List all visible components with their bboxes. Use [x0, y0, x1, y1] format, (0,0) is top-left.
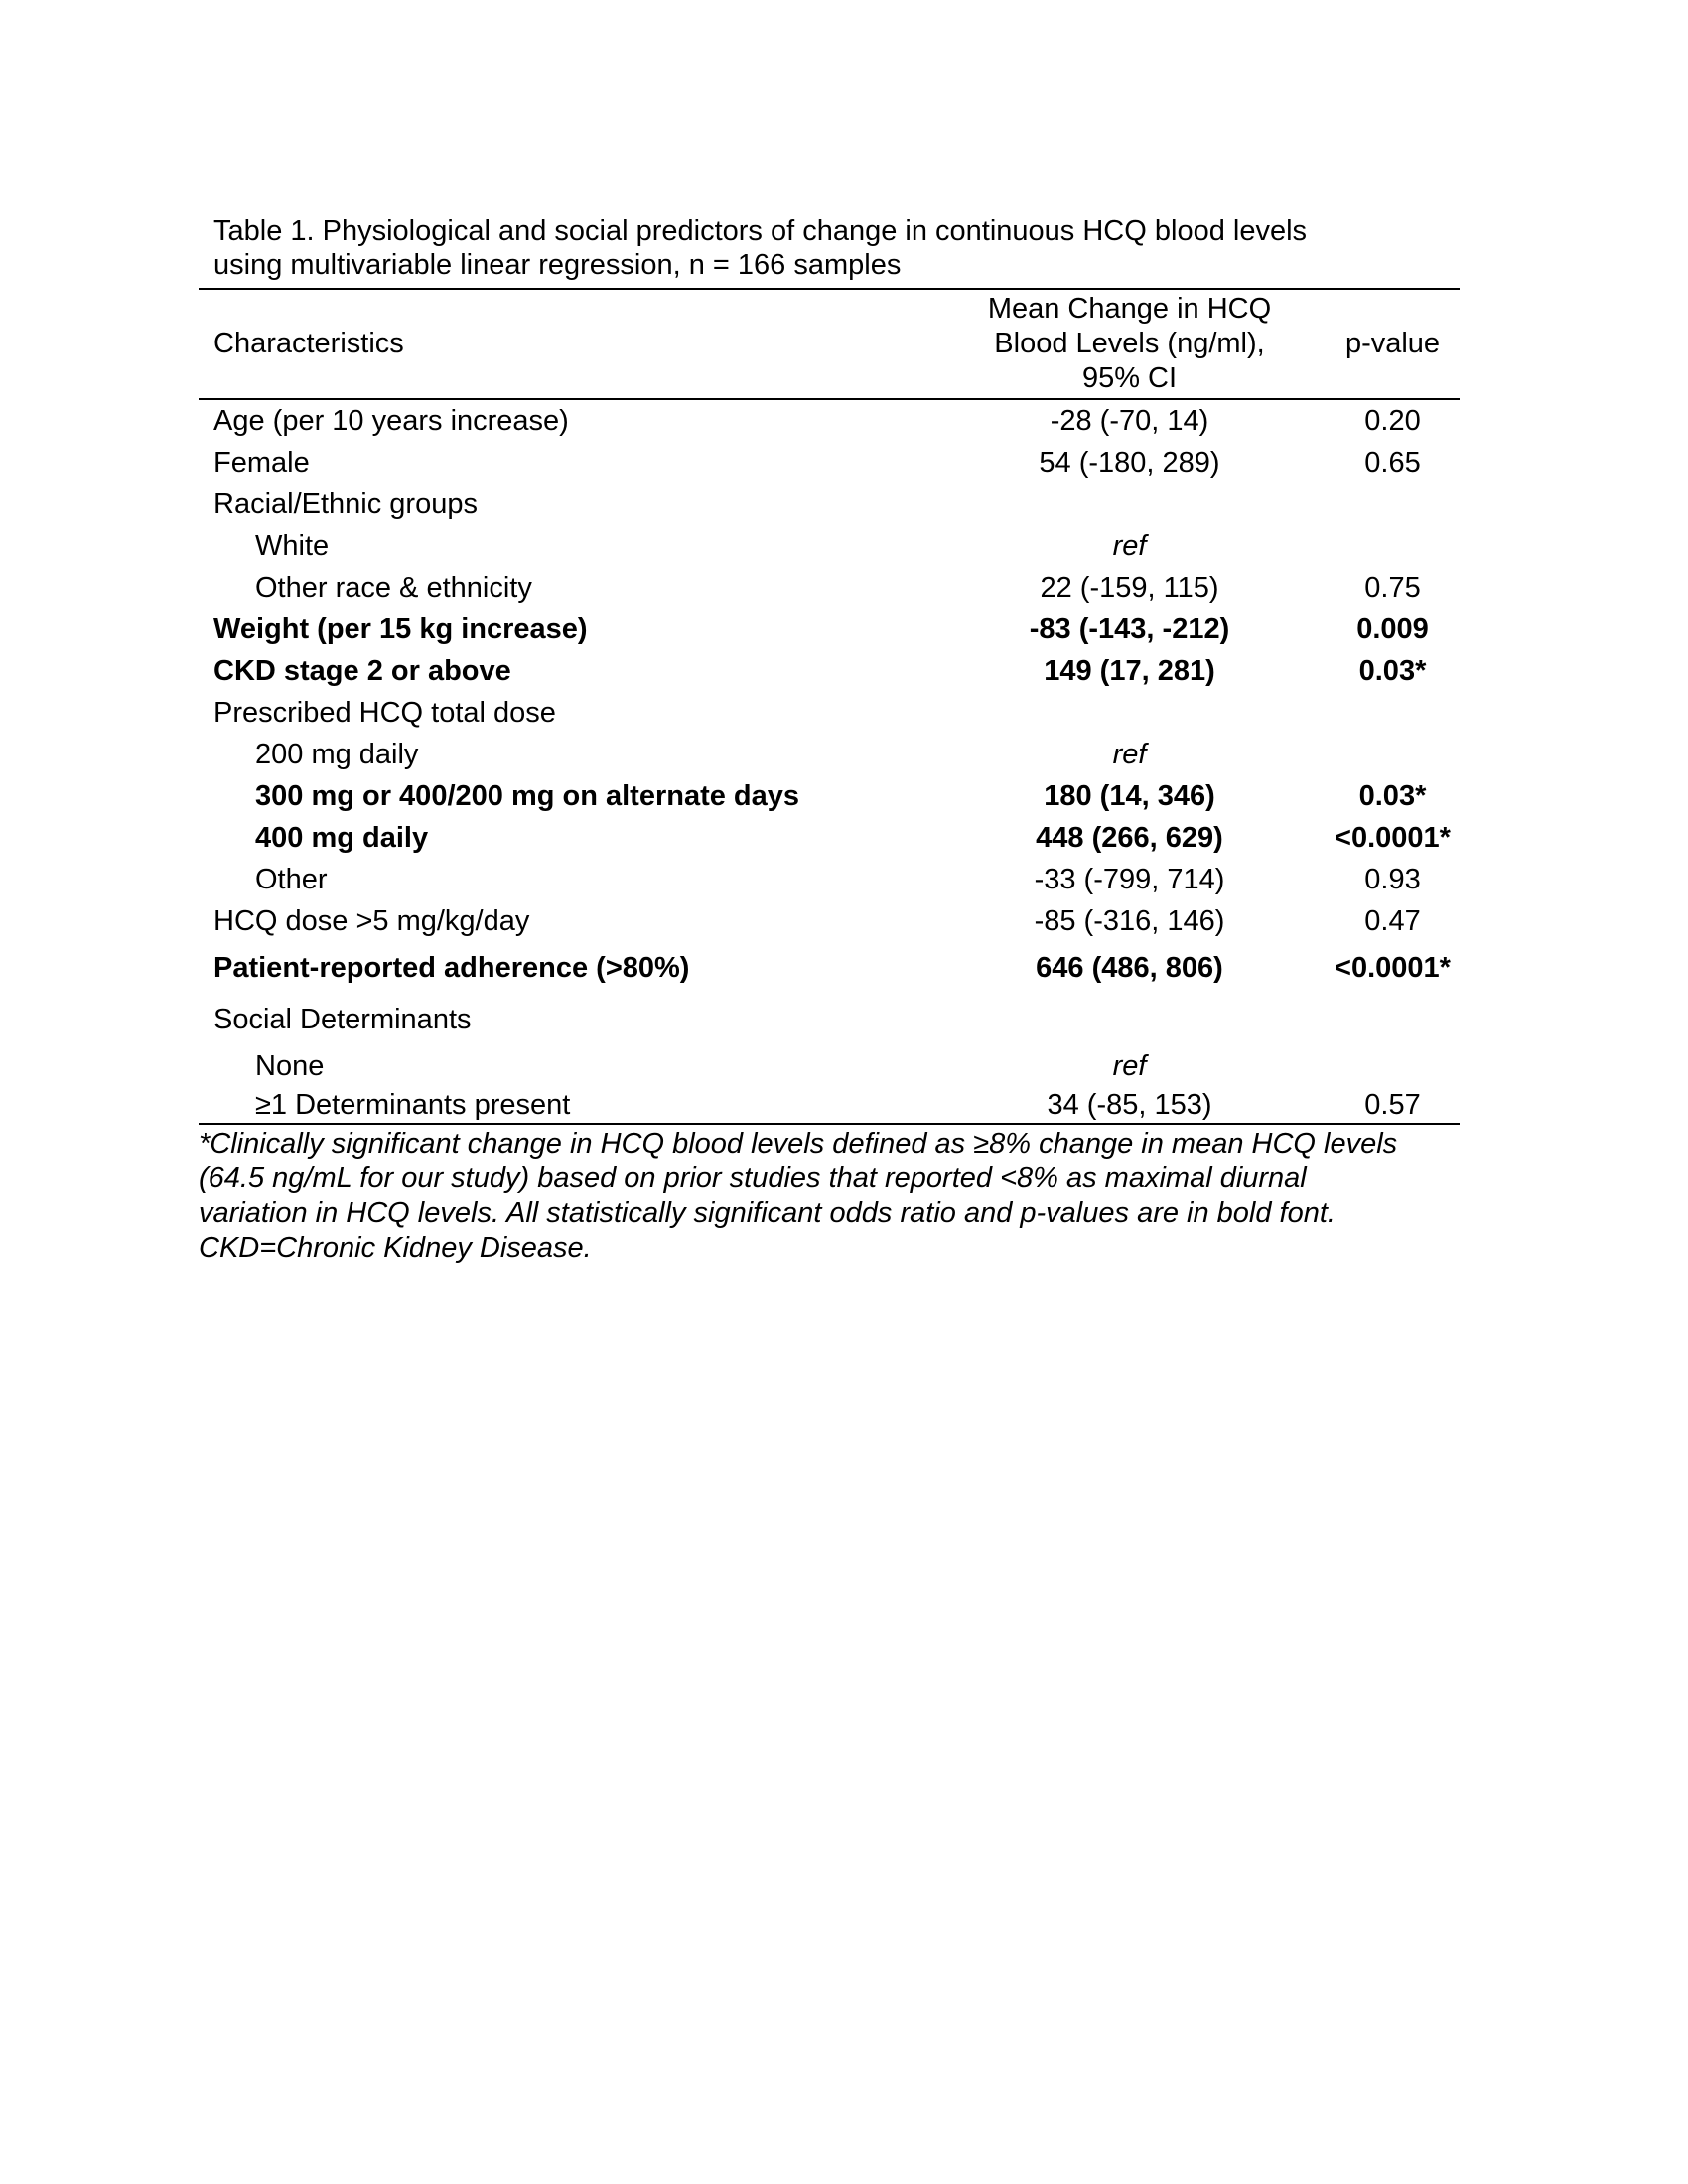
row-mean-change: 646 (486, 806)	[1036, 952, 1223, 984]
row-label: 200 mg daily	[255, 739, 419, 770]
row-p-value: 0.20	[1364, 405, 1421, 437]
row-label: Weight (per 15 kg increase)	[213, 614, 588, 645]
row-label: Prescribed HCQ total dose	[213, 697, 556, 729]
row-p-value: 0.009	[1356, 614, 1429, 645]
row-p-value: <0.0001*	[1335, 952, 1451, 984]
row-p-value	[1326, 525, 1460, 567]
table-caption	[199, 214, 1460, 282]
row-label: Female	[213, 447, 310, 478]
table-row-group-heading	[199, 483, 1460, 525]
row-mean-change	[933, 692, 1326, 734]
row-label: CKD stage 2 or above	[213, 655, 511, 687]
row-label: Patient-reported adherence (>80%)	[213, 952, 690, 984]
table-footnote	[199, 1127, 1479, 1266]
row-p-value: 0.03*	[1358, 780, 1427, 812]
row-mean-change: 180 (14, 346)	[1044, 780, 1215, 812]
table-row	[199, 442, 1460, 483]
row-mean-change: -83 (-143, -212)	[1029, 614, 1230, 645]
regression-table	[199, 288, 1460, 1125]
table-row	[199, 942, 1460, 994]
row-label: 400 mg daily	[255, 822, 429, 854]
row-p-value	[1326, 734, 1460, 775]
row-label: Social Determinants	[213, 1004, 472, 1035]
row-mean-change: -85 (-316, 146)	[1034, 905, 1225, 937]
table-row	[199, 1087, 1460, 1124]
row-p-value: 0.93	[1364, 864, 1421, 895]
footnote-line-1: *Clinically significant change in HCQ blood levels defined as ≥8% change in mean HCQ levels	[199, 1128, 1398, 1160]
row-label: Other race & ethnicity	[255, 572, 532, 604]
row-label: Other	[255, 864, 328, 895]
footnote-line-4: CKD=Chronic Kidney Disease.	[199, 1232, 592, 1264]
row-mean-change: ref	[1112, 739, 1147, 770]
row-mean-change: 22 (-159, 115)	[1040, 572, 1219, 604]
footnote-line-3: variation in HCQ levels. All statistically significant odds ratio and p-values are in bold font.	[199, 1197, 1336, 1229]
table-row-group-heading	[199, 994, 1460, 1045]
header-mean-change-line-2: Blood Levels (ng/ml),	[994, 328, 1265, 359]
header-characteristics: Characteristics	[199, 289, 933, 399]
header-mean-change-line-3: 95% CI	[1081, 362, 1178, 394]
caption-line-1: Table 1. Physiological and social predictors of change in continuous HCQ blood levels	[213, 215, 1308, 247]
row-mean-change: ref	[1112, 1050, 1147, 1082]
table-row	[199, 609, 1460, 650]
row-mean-change: 448 (266, 629)	[1036, 822, 1223, 854]
row-p-value: 0.75	[1364, 572, 1421, 604]
table-row	[199, 734, 1460, 775]
row-p-value: <0.0001*	[1335, 822, 1451, 854]
row-mean-change: -33 (-799, 714)	[1034, 864, 1225, 895]
row-mean-change	[933, 994, 1326, 1045]
table-row	[199, 567, 1460, 609]
row-p-value	[1326, 1045, 1460, 1087]
row-p-value: 0.47	[1364, 905, 1421, 937]
row-label: ≥1 Determinants present	[199, 1087, 933, 1124]
table-row	[199, 1045, 1460, 1087]
table-row	[199, 525, 1460, 567]
row-p-value	[1326, 692, 1460, 734]
row-label: 300 mg or 400/200 mg on alternate days	[255, 780, 800, 812]
row-mean-change	[933, 483, 1326, 525]
table-row-group-heading	[199, 692, 1460, 734]
row-label: Racial/Ethnic groups	[213, 488, 478, 520]
table-row	[199, 775, 1460, 817]
table-row	[199, 900, 1460, 942]
header-mean-change	[933, 289, 1326, 399]
row-label: White	[255, 530, 330, 562]
header-p-value: p-value	[1326, 289, 1460, 399]
row-p-value	[1326, 994, 1460, 1045]
table-header-row	[199, 289, 1460, 399]
row-p-value: 0.65	[1364, 447, 1421, 478]
row-mean-change: 34 (-85, 153)	[933, 1087, 1326, 1124]
row-mean-change: -28 (-70, 14)	[1050, 405, 1209, 437]
row-p-value: 0.03*	[1358, 655, 1427, 687]
table-block	[199, 214, 1460, 1266]
row-label: None	[255, 1050, 325, 1082]
table-row	[199, 650, 1460, 692]
row-mean-change: ref	[1112, 530, 1147, 562]
table-row	[199, 817, 1460, 859]
row-label: HCQ dose >5 mg/kg/day	[213, 905, 530, 937]
row-p-value: 0.57	[1326, 1087, 1460, 1124]
footnote-line-2: (64.5 ng/mL for our study) based on prior studies that reported <8% as maximal diurnal	[199, 1162, 1307, 1194]
row-mean-change: 149 (17, 281)	[1044, 655, 1215, 687]
row-mean-change: 54 (-180, 289)	[1039, 447, 1220, 478]
caption-line-2: using multivariable linear regression, n = 166 samples	[213, 249, 902, 281]
table-row	[199, 399, 1460, 442]
header-mean-change-line-1: Mean Change in HCQ	[987, 293, 1272, 325]
row-label: Age (per 10 years increase)	[213, 405, 569, 437]
table-row	[199, 859, 1460, 900]
row-p-value	[1326, 483, 1460, 525]
